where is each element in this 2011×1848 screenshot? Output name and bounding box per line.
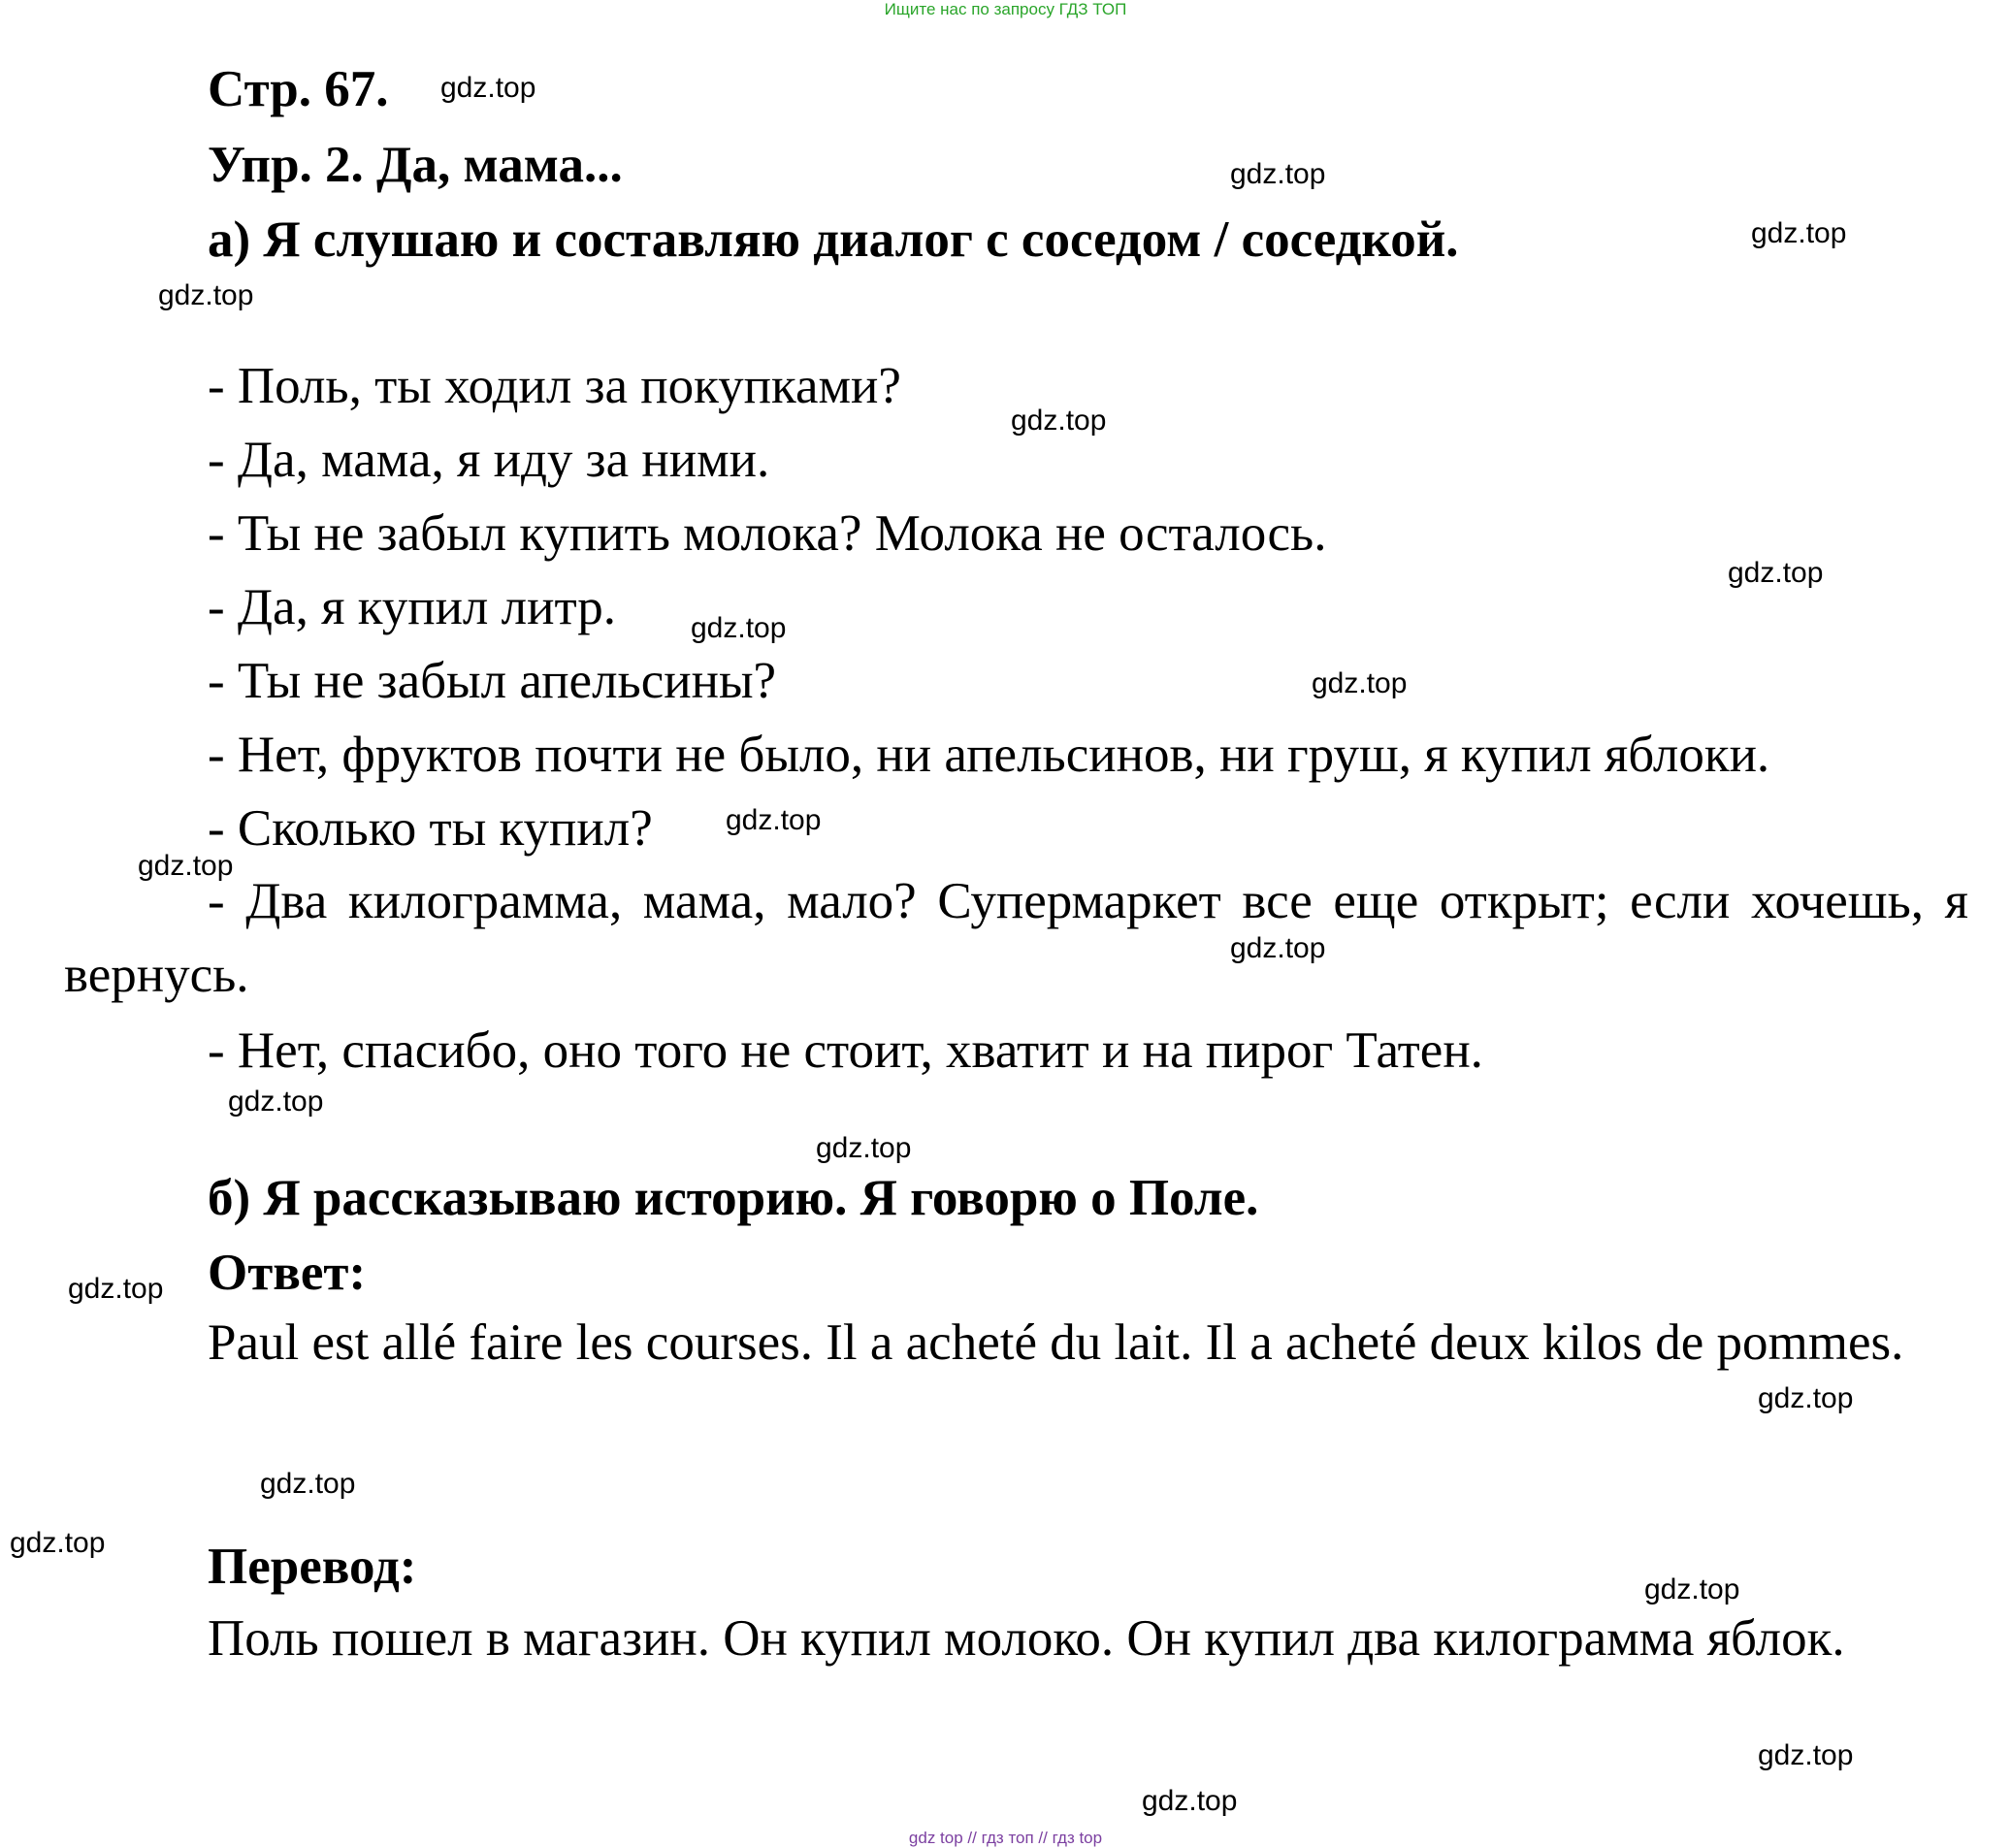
dialogue-line: - Да, мама, я иду за ними.: [208, 432, 770, 488]
page-number: Стр. 67.: [208, 61, 389, 117]
dialogue-line: - Сколько ты купил?: [208, 800, 653, 857]
watermark: gdz.top: [228, 1086, 324, 1118]
watermark: gdz.top: [1230, 932, 1326, 964]
bottom-banner: gdz top // гдз топ // гдз top: [908, 1829, 1103, 1847]
task-b-heading: б) Я рассказываю историю. Я говорю о Поле.: [208, 1170, 1259, 1226]
watermark: gdz.top: [1758, 1739, 1854, 1771]
dialogue-line: - Ты не забыл апельсины?: [208, 653, 777, 709]
watermark: gdz.top: [440, 72, 536, 104]
watermark: gdz.top: [68, 1273, 164, 1305]
task-a-heading: а) Я слушаю и составляю диалог с соседом / соседкой.: [208, 211, 1459, 268]
watermark: gdz.top: [726, 804, 822, 836]
watermark: gdz.top: [1728, 557, 1824, 589]
watermark: gdz.top: [260, 1468, 356, 1500]
watermark: gdz.top: [138, 850, 234, 882]
watermark: gdz.top: [1758, 1382, 1854, 1414]
top-banner: Ищите нас по запросу ГДЗ ТОП: [884, 0, 1127, 18]
translation-text: Поль пошел в магазин. Он купил молоко. Он купил два килограмма яблок.: [208, 1610, 1845, 1667]
watermark: gdz.top: [691, 612, 787, 644]
watermark: gdz.top: [1751, 217, 1847, 249]
answer-text: Paul est allé faire les courses. Il a acheté du lait. Il a acheté deux kilos de pommes.: [208, 1314, 1904, 1371]
exercise-title: Упр. 2. Да, мама...: [208, 137, 623, 193]
watermark: gdz.top: [1230, 158, 1326, 190]
dialogue-long-line: - Два килограмма, мама, мало? Супермаркет все еще открыт; если хочешь, я вернусь.: [64, 873, 1968, 1003]
watermark: gdz.top: [1644, 1573, 1740, 1605]
watermark: gdz.top: [1312, 667, 1408, 699]
watermark: gdz.top: [816, 1132, 912, 1164]
answer-label: Ответ:: [208, 1245, 367, 1301]
translation-label: Перевод:: [208, 1539, 417, 1595]
dialogue-line: - Нет, спасибо, оно того не стоит, хватит и на пирог Татен.: [208, 1022, 1483, 1079]
watermark: gdz.top: [10, 1527, 106, 1559]
watermark: gdz.top: [158, 279, 254, 311]
dialogue-line: - Нет, фруктов почти не было, ни апельсинов, ни груш, я купил яблоки.: [208, 727, 1770, 783]
dialogue-line: - Поль, ты ходил за покупками?: [208, 358, 901, 414]
watermark: gdz.top: [1142, 1785, 1238, 1817]
dialogue-line: - Ты не забыл купить молока? Молока не осталось.: [208, 505, 1327, 562]
watermark: gdz.top: [1011, 405, 1107, 437]
dialogue-line: - Да, я купил литр.: [208, 579, 616, 635]
